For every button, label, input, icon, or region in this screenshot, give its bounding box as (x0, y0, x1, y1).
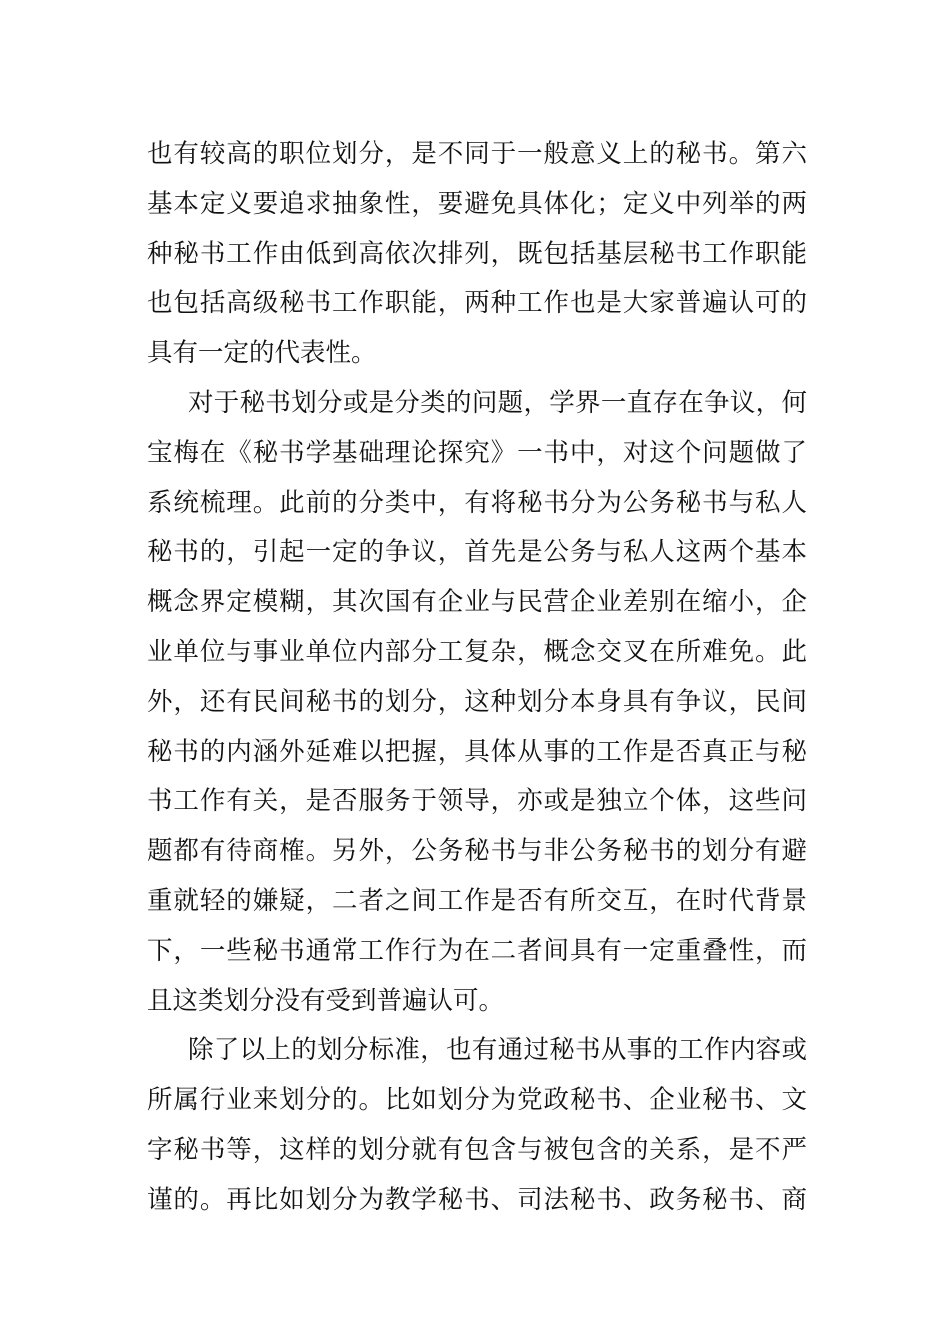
text-line: 也有较高的职位划分，是不同于一般意义上的秘书。第六 (147, 139, 807, 169)
text-line: 且这类划分没有受到普遍认可。 (147, 985, 505, 1016)
text-line: 概念界定模糊，其次国有企业与民营企业差别在缩小，企 (147, 587, 807, 618)
text-line: 具有一定的代表性。 (147, 338, 377, 369)
text-line: 重就轻的嫌疑，二者之间工作是否有所交互，在时代背景 (147, 885, 807, 916)
paragraph (147, 130, 807, 379)
text-line: 下，一些秘书通常工作行为在二者间具有一定重叠性，而 (147, 935, 807, 966)
text-line: 种秘书工作由低到高依次排列，既包括基层秘书工作职能 (147, 238, 807, 269)
text-line: 也包括高级秘书工作职能，两种工作也是大家普遍认可的 (147, 288, 807, 319)
text-line: 秘书的，引起一定的争议，首先是公务与私人这两个基本 (147, 537, 807, 568)
text-line: 外，还有民间秘书的划分，这种划分本身具有争议，民间 (147, 686, 807, 717)
text-line: 系统梳理。此前的分类中，有将秘书分为公务秘书与私人 (147, 487, 807, 518)
text-line: 题都有待商榷。另外，公务秘书与非公务秘书的划分有避 (147, 836, 807, 867)
document-body (147, 130, 807, 1226)
text-line: 书工作有关，是否服务于领导，亦或是独立个体，这些问 (147, 786, 807, 817)
text-line: 字秘书等，这样的划分就有包含与被包含的关系，是不严 (147, 1134, 807, 1165)
paragraph (147, 379, 807, 1026)
text-line: 所属行业来划分的。比如划分为党政秘书、企业秘书、文 (147, 1085, 807, 1116)
text-line: 对于秘书划分或是分类的问题，学界一直存在争议，何 (188, 387, 807, 418)
paragraph (147, 1026, 807, 1225)
text-line: 除了以上的划分标准，也有通过秘书从事的工作内容或 (188, 1035, 807, 1066)
text-line: 秘书的内涵外延难以把握，具体从事的工作是否真正与秘 (147, 736, 807, 767)
text-line: 宝梅在《秘书学基础理论探究》一书中，对这个问题做了 (147, 437, 807, 468)
text-line: 基本定义要追求抽象性，要避免具体化；定义中列举的两 (147, 188, 807, 219)
text-line: 谨的。再比如划分为教学秘书、司法秘书、政务秘书、商 (147, 1184, 807, 1215)
text-line: 业单位与事业单位内部分工复杂，概念交叉在所难免。此 (147, 636, 807, 667)
